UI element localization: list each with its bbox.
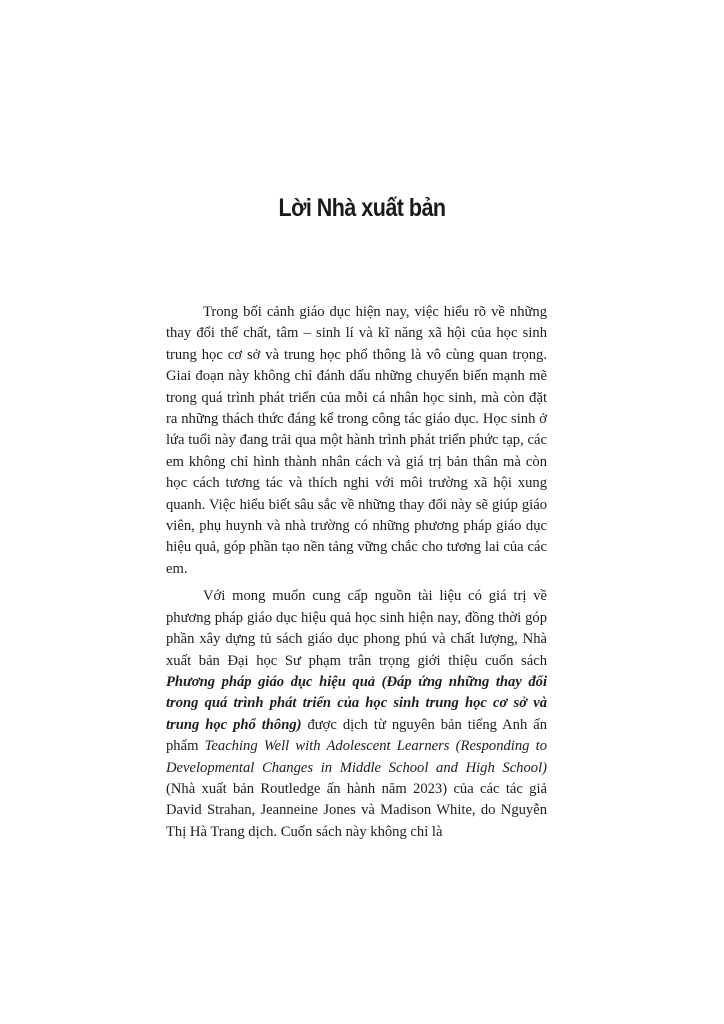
paragraph-2 — [166, 586, 547, 843]
paragraph-2-outro: (Nhà xuất bản Routledge ấn hành năm 2023) của các tác giả David Strahan, Jeanneine Jones và Madison White, do Nguyễn Thị Hà Trang dịch. Cuốn sách này không chỉ là — [166, 780, 547, 840]
book-title-vietnamese: Phương pháp giáo dục hiệu quả (Đáp ứng những thay đổi trong quá trình phát triển của học sinh trung học cơ sở và trung học phổ thông) — [166, 673, 547, 733]
paragraph-2-intro: Với mong muốn cung cấp nguồn tài liệu có giá trị về phương pháp giáo dục hiệu quả học sinh hiện nay, đồng thời góp phần xây dựng tủ sách giáo dục phong phú và chất lượng, Nhà xuất bản Đại học Sư phạm trân trọng giới thiệu cuốn sách — [166, 588, 547, 669]
page-title: Lời Nhà xuất bản — [278, 194, 446, 222]
book-title-english: Teaching Well with Adolescent Learners (Responding to Developmental Changes in Middle School and High School) — [166, 738, 547, 776]
body-text — [166, 302, 547, 849]
paragraph-1: Trong bối cảnh giáo dục hiện nay, việc hiểu rõ về những thay đổi thể chất, tâm – sinh lí và kĩ năng xã hội của học sinh trung học cơ sở và trung học phổ thông là vô cùng quan trọng. Giai đoạn này không chỉ đánh dấu những chuyển biến mạnh mẽ trong quá trình phát triển của mỗi cá nhân học sinh, mà còn đặt ra những thách thức đáng kể trong công tác giáo dục. Học sinh ở lứa tuổi này đang trải qua một hành trình phát triển phức tạp, các em không chỉ hình thành nhân cách và giá trị bản thân mà còn học cách tương tác và thích nghi với môi trường xã hội xung quanh. Việc hiểu biết sâu sắc về những thay đổi này sẽ giúp giáo viên, phụ huynh và nhà trường có những phương pháp giáo dục hiệu quả, góp phần tạo nền tảng vững chắc cho tương lai của các em. — [166, 304, 547, 577]
paragraph-2-middle: được dịch từ nguyên bản tiếng Anh ấn phẩm — [166, 716, 547, 755]
